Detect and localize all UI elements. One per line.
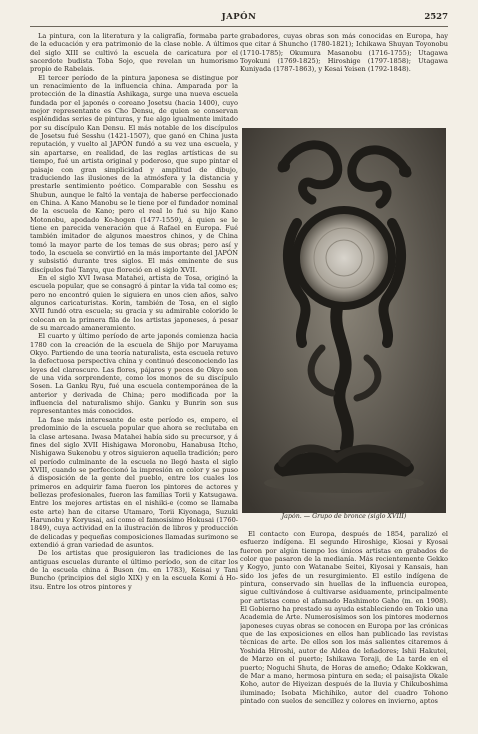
bronze-group-photo (242, 128, 446, 518)
paragraph: En el siglo XVI Iwasa Matahei, artista de Tosa, originó la escuela popular, que se consagró á pintar la vida tal como es; pero no encontró quien le siguiera en unos cien años, salvo algunos caricaturistas. Korin, también de Tosa, en el siglo XVII fundó otra escuela; su gracia y su admirable colorido le colocan en la primera fila de los artistas japoneses, á pesar de su marcado amaneramiento. (30, 273, 238, 333)
page-title: JAPÓN (221, 12, 257, 22)
header-rule (30, 26, 448, 27)
bronze-sculpture-illustration (242, 128, 446, 513)
paragraph: grabadores, cuyas obras son más conocidas en Europa, hay que citar á Shuncho (1780-1821); Ichikawa Shuyan Toyonobu (1710-1785); Okumura Masanobu (1716-1755); Utagawa Toyokuni (1769-1825); Hiroshige (1797-1858); Utagawa Kuniyada (1787-1863), y Kesai Yeisen (1792-1848). (240, 32, 448, 74)
paragraph: De los artistas que prosiguieron las tradiciones de las antiguas escuelas durante el último período, son de citar los de la escuela china á Buson (m. en 1783), Keisai y Tani Buncho (principios del siglo XIX) y en la escuela Komi á Ho-itsu. Entre los otros pintores y (30, 549, 238, 591)
paragraph: El cuarto y último período de arte japonés comienza hacia 1780 con la creación de la escuela de Shijo por Maruyama Okyo. Partiendo de una teoría naturalista, esta escuela retuvo la defectuosa perspectiva china y continuó desconociendo las leyes del claroscuro. Las flores, pájaros y peces de Okyo son de una vida sorprendente, como los monos de su discípulo Sosen. La Ganku Ryu, fué una escuela contemporánea de la anterior y derivada de China; pero modificada por la influencia del naturalismo shijo. Ganku y Bunrin son sus representantes más conocidos. (30, 332, 238, 416)
page-number: 2527 (424, 12, 448, 22)
paragraph: La pintura, con la literatura y la caligrafía, formaba parte de la educación y era patrimonio de la clase noble. A últimos del siglo XIII se cultivó la escuela de caricatura por el sacerdote budista Toba Sojo, que revelan un humorismo propio de Rabelais. (30, 32, 238, 74)
right-column-bottom (240, 530, 448, 720)
right-column-top (240, 32, 448, 122)
left-column (30, 32, 238, 722)
paragraph: El contacto con Europa, después de 1854, paralizó el esfuerzo indígena. El segundo Hiroshige, Kiosai y Kyosai fueron por algún tiempo los únicos artistas en grabados de color que pasaron de la medianía. Más recientemente Gekko y Kogyo, junto con Watanabe Seitei, Kiyosai y Kansais, han sido los jefes de un resurgimiento. El estilo indígena de pintura, conservado sin huellas de la influencia europea, sigue cultivándose á cultivarse asiduamente, principalmente por artistas como el afamado Hashimoto Gaho (m. en 1908). El Gobierno ha prestado su ayuda estableciendo en Tokio una Academia de Arte. Numerosísimos son los pintores modernos japoneses cuyas obras se conocen en Europa por las crónicas que de las exposiciones en ellos han publicado las revistas técnicas de arte. De ellos son los más salientes citaremos á Yoshida Hiroshi, autor de Aldea de leñadores; Ishii Hakutei, de Marzo en el puerto; Ishikawa Toraji, de La tarde en el puerto; Noguchi Shuta, de Horas de ameño; Odake Kokkwan, de Mar a mano, hermosa pintura en seda; el paisajista Okale Koho, autor de Hiyeizan después de la lluvia y Chikuboshima iluminado; Isobata Michihiko, autor del cuadro Tohono pintado con suelos de sencillez y colores en invierno, aptos (240, 530, 448, 705)
paragraph: El tercer período de la pintura japonesa se distingue por un renacimiento de la influencia china. Amparada por la protección de la dinastía Ashikaga, surge una nueva escuela fundada por el japonés o coreano Josetsu (hacia 1400), cuyo mejor representante es Cho Densu, de quien se conservan espléndidas series de pinturas, y fue algo igualmente imitado por su discípulo Kan Densu. El más notable de los discípulos de Josetsu fué Sesshu (1421-1507), que ganó en China justa reputación, y vuelto al JAPÓN fundó a su vez una escuela, y sin apartarse, en realidad, de las reglas artísticas de su tiempo, fué un artista original y poderoso, que supo pintar el paisaje con gran simplicidad y amplitud de dibujo, traduciendo las ilusiones de la atmósfera y la distancia y prestarle sentimiento poético. Comparable con Sesshu es Shubun, aunque le faltó la ventaja de haberse perfeccionado en China. A Kano Manobu se le tiene por el fundador nominal de la escuela de Kano; pero el real lo fué su hijo Kano Motonobu, apodado Ko-hogen (1477-1559), á quien se le tiene en parecida veneración que á Rafael en Europa. Fué también imitador de algunos maestros chinos, y de China tomó la mayor parte de los temas de sus obras; pero así y todo, la escuela se convirtió en la más importante del JAPÓN y subsistió durante tres siglos. El más eminente de sus discípulos fué Tanyu, que floreció en el siglo XVII. (30, 73, 238, 274)
figure-caption: Japón. — Grupo de bronce (siglo XVIII) (281, 513, 407, 520)
paragraph: La fase más interesante de este período es, empero, el predominio de la escuela popular que ahora se reclutaba en la clase artesana. Iwasa Matahei había sido su precursor, y á fines del siglo XVII Hishigawa Moronobu, Hanabusa Itcho, Nishigawa Sukenobu y otros siguieron aquella tradición; pero el período culminante de la escuela no llegó hasta el siglo XVIII, cuando se perfeccionó la impresión en color y se puso á disposición de la gente del pueblo, entre los cuales los primeros en adquirir fama fueron los pintores de actores y bellezas profesionales, fueron las familias Torii y Katsugawa. Entre los mejores artistas en el nishiki-e (como se llamaba este arte) han de citarse Utamaro, Torii Kiyonaga, Suzuki Harunobu y Koryusai, así como el famosísimo Hokusai (1760-1849), cuya actividad en la ilustración de libros y producción de delicadas y pequeñas composiciones llamadas surimono se extendió á gran variedad de asuntos. (30, 415, 238, 549)
